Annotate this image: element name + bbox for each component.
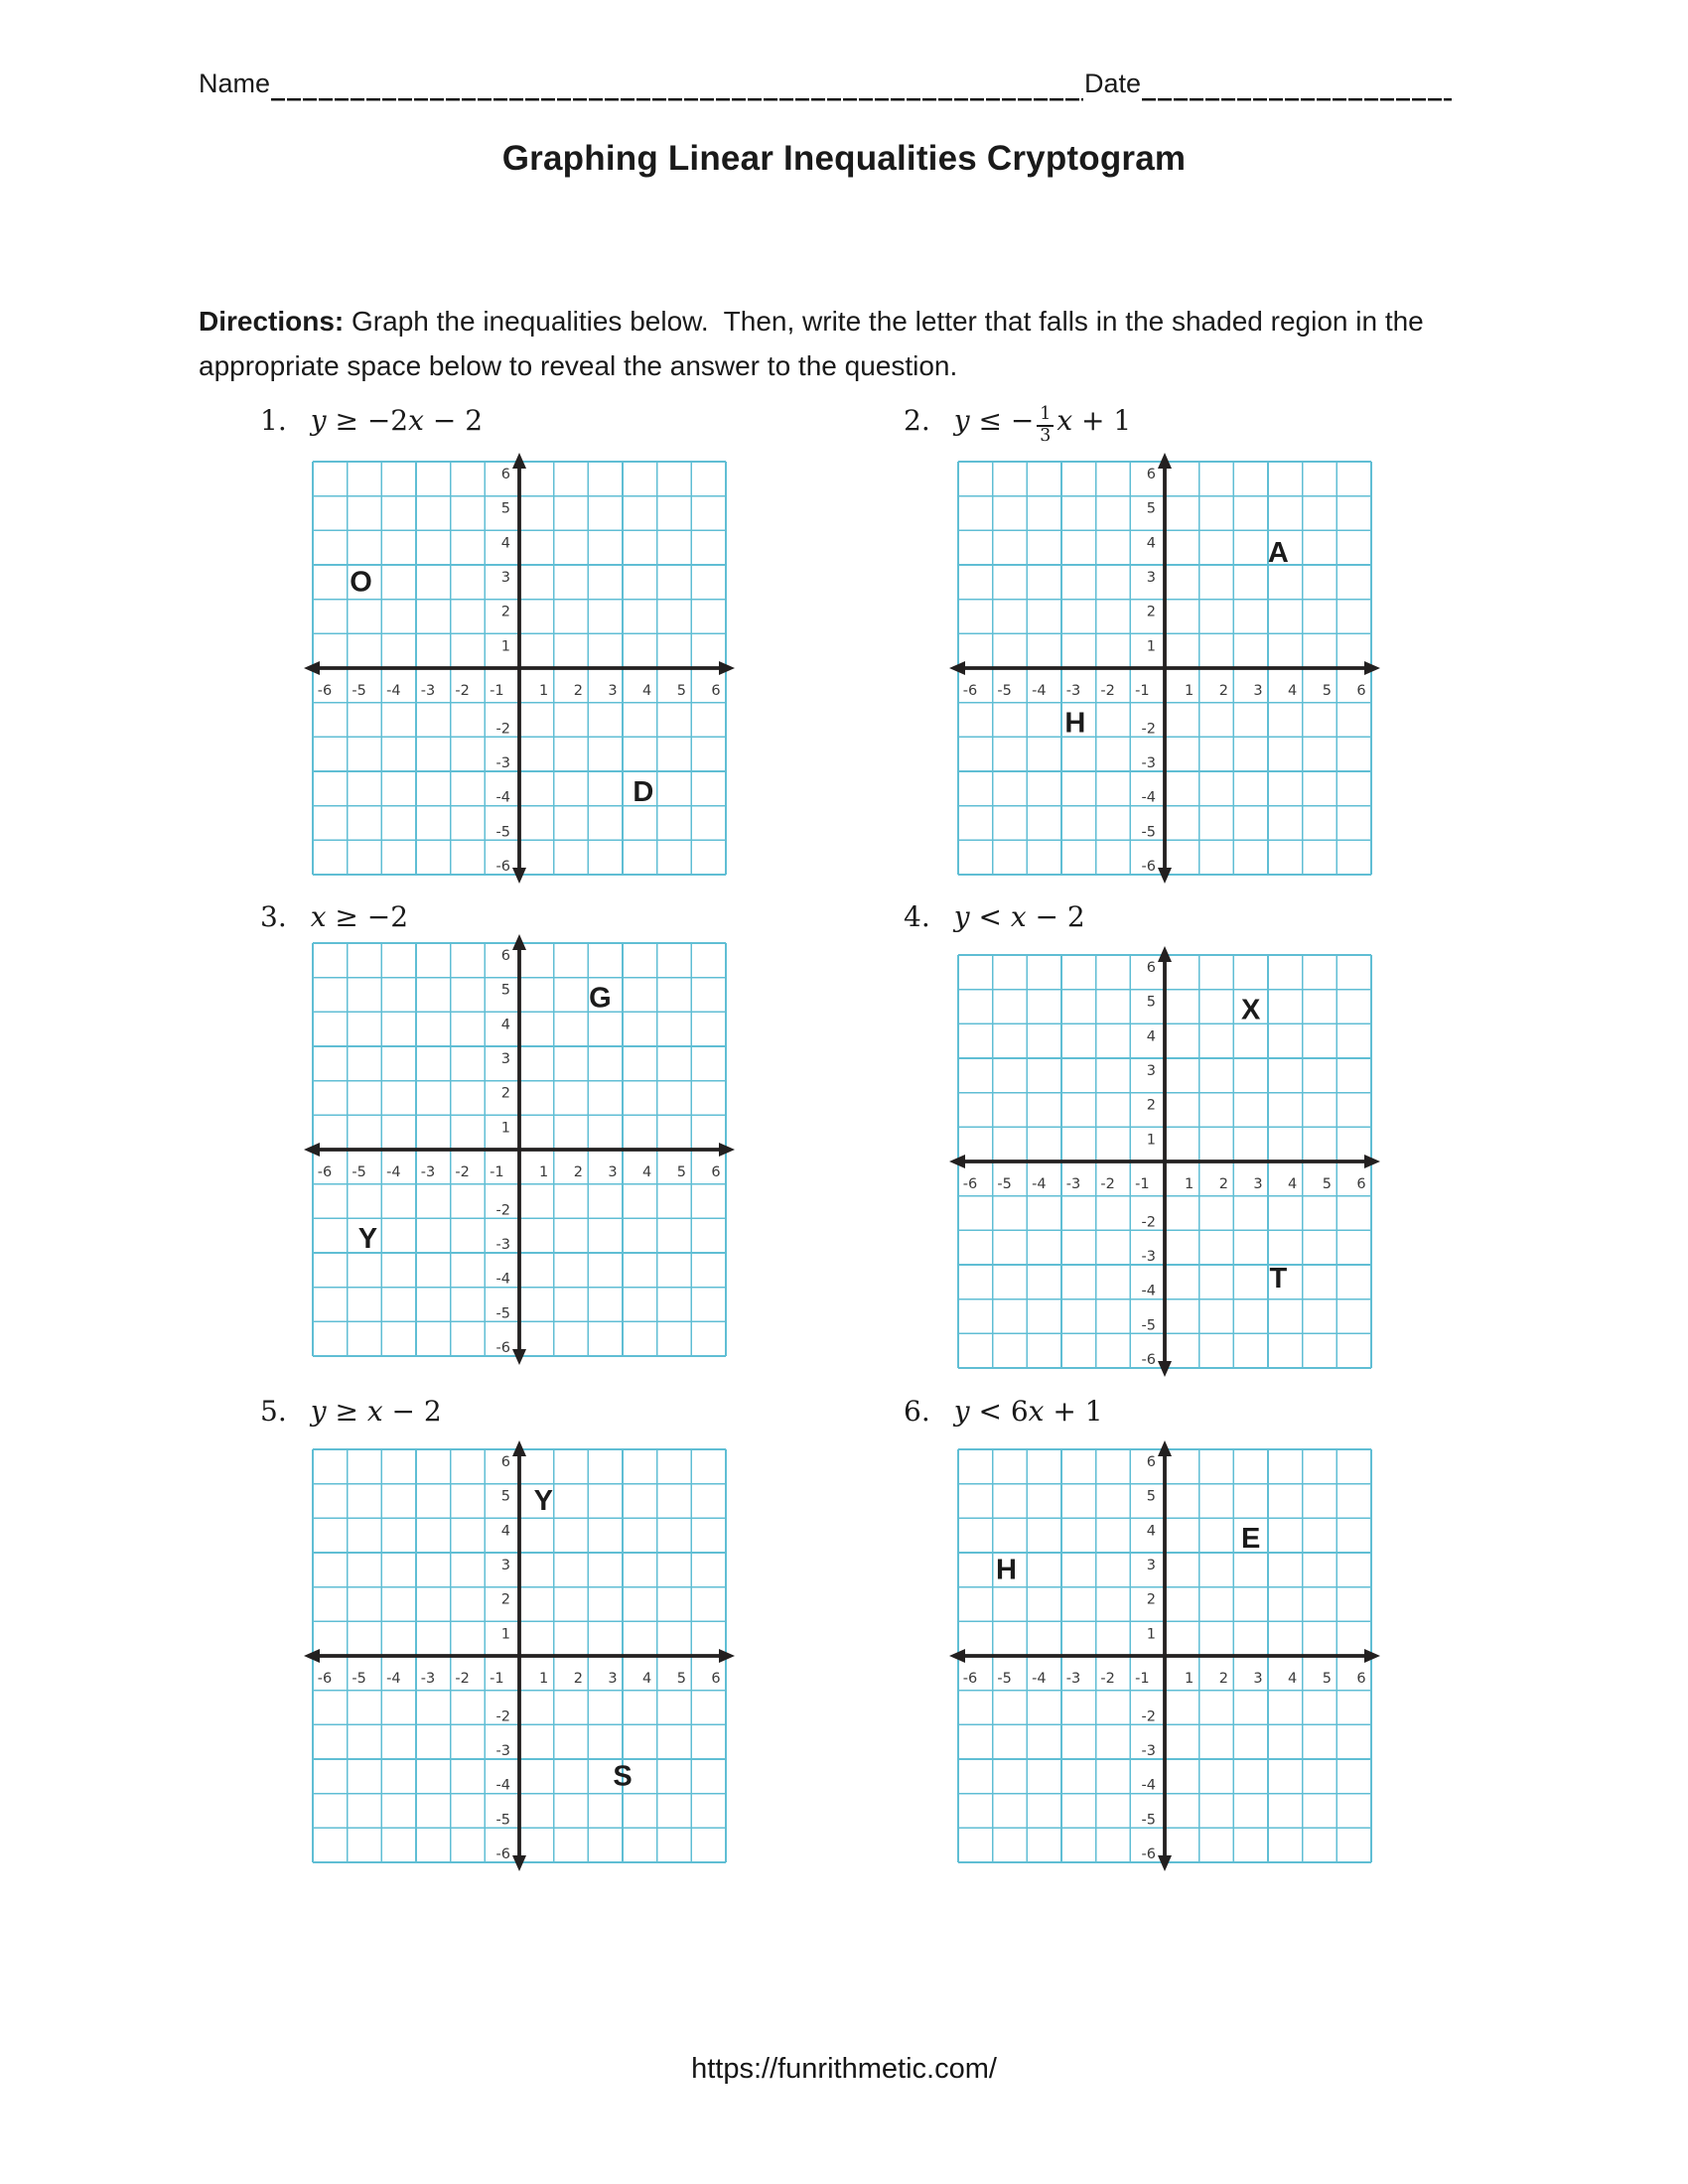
name-blank-line [271, 93, 1083, 101]
y-tick-label: -2 [1141, 1708, 1156, 1725]
x-tick-label: -6 [962, 683, 978, 699]
x-tick-label: 5 [1322, 1671, 1332, 1687]
y-tick-label: -3 [1141, 1743, 1156, 1759]
y-tick-label: -6 [495, 859, 510, 875]
y-tick-label: -3 [495, 1743, 510, 1759]
x-tick-label: -2 [455, 683, 470, 699]
y-tick-label: 3 [1146, 1063, 1156, 1079]
problem-1-inequality: y ≥ −2x − 2 [310, 404, 484, 437]
graph-letter-A: A [1267, 536, 1289, 569]
axes [304, 1440, 735, 1871]
y-tick-label: 1 [500, 1120, 510, 1137]
y-tick-label: -6 [495, 1846, 510, 1862]
y-tick-label: -6 [1141, 1846, 1156, 1862]
problem-3-graph [301, 931, 738, 1368]
problem-4-label [904, 899, 1085, 935]
y-tick-label: -4 [495, 1271, 510, 1288]
x-tick-label: 2 [573, 1164, 583, 1180]
y-tick-label: 6 [1146, 467, 1156, 482]
x-tick-label: -1 [1135, 1671, 1150, 1687]
y-tick-label: 5 [500, 500, 510, 517]
y-tick-label: -2 [495, 721, 510, 738]
x-tick-label: 4 [642, 683, 652, 699]
problem-4-graph [946, 943, 1383, 1380]
x-tick-label: 4 [1288, 683, 1298, 699]
page-title: Graphing Linear Inequalities Cryptogram [501, 139, 1187, 178]
problem-2-inequality: y ≤ − $\frac{1}{3}$ x + 1 [953, 403, 1132, 446]
x-tick-label: -5 [352, 683, 366, 699]
x-tick-label: -3 [420, 1164, 436, 1180]
x-tick-label: 5 [676, 1164, 686, 1180]
axes [949, 1440, 1380, 1871]
x-tick-label: 3 [1253, 1671, 1263, 1687]
x-tick-label: 4 [642, 1164, 652, 1180]
x-tick-label: 1 [539, 683, 549, 699]
problem-6-inequality: y < 6x + 1 [953, 1395, 1103, 1428]
y-tick-label: -3 [495, 1237, 510, 1253]
x-tick-label: -6 [317, 683, 333, 699]
x-tick-label: 5 [676, 683, 686, 699]
y-tick-label: -5 [495, 824, 510, 841]
y-tick-label: -4 [1141, 789, 1156, 806]
y-tick-label: 3 [1146, 1558, 1156, 1573]
x-tick-label: 6 [711, 1164, 721, 1180]
graph-letter-E: E [1240, 1523, 1261, 1556]
graph-letter-H: H [996, 1554, 1018, 1586]
problem-5-graph [301, 1437, 738, 1874]
x-tick-label: -2 [1100, 1671, 1115, 1687]
x-tick-label: -3 [1065, 1176, 1081, 1192]
y-tick-label: -3 [495, 755, 510, 771]
x-tick-label: -4 [386, 1671, 401, 1687]
x-tick-label: 3 [608, 683, 618, 699]
problem-6-graph [946, 1437, 1383, 1874]
axes [949, 946, 1380, 1377]
y-tick-label: 2 [1146, 1097, 1156, 1114]
y-tick-label: 1 [1146, 1626, 1156, 1643]
x-tick-label: -3 [420, 683, 436, 699]
x-tick-label: -1 [490, 683, 504, 699]
x-tick-label: 1 [1185, 1176, 1195, 1192]
date-blank-line [1142, 93, 1452, 101]
x-tick-label: -1 [1135, 683, 1150, 699]
y-tick-label: -5 [1141, 1812, 1156, 1829]
y-tick-label: 1 [1146, 1132, 1156, 1149]
x-tick-label: 4 [1288, 1176, 1298, 1192]
y-tick-label: -3 [1141, 755, 1156, 771]
y-tick-label: 2 [1146, 1591, 1156, 1608]
y-tick-label: -6 [495, 1340, 510, 1356]
x-tick-label: 5 [1322, 683, 1332, 699]
problem-4-inequality: y < x − 2 [953, 900, 1085, 933]
problem-1-graph [301, 450, 738, 887]
x-tick-label: 3 [608, 1164, 618, 1180]
y-tick-label: -5 [495, 1812, 510, 1829]
x-tick-label: 2 [573, 683, 583, 699]
y-tick-label: -2 [1141, 721, 1156, 738]
problem-4-number: 4. [904, 900, 930, 933]
graph-letter-G: G [589, 982, 612, 1015]
problem-3-number: 3. [260, 900, 287, 933]
x-tick-label: -3 [1065, 1671, 1081, 1687]
x-tick-label: -4 [1032, 1671, 1047, 1687]
y-tick-label: 2 [500, 1591, 510, 1608]
problem-6-label [904, 1394, 1103, 1430]
y-tick-label: 4 [1146, 1028, 1156, 1045]
problem-1-number: 1. [260, 404, 287, 437]
x-tick-label: -2 [455, 1671, 470, 1687]
y-tick-label: 1 [1146, 638, 1156, 655]
x-tick-label: 2 [573, 1671, 583, 1687]
x-tick-label: -1 [490, 1671, 504, 1687]
y-tick-label: -4 [495, 789, 510, 806]
problem-2-graph [946, 450, 1383, 887]
directions [199, 300, 1479, 389]
x-tick-label: 6 [1356, 1176, 1366, 1192]
y-tick-label: 3 [1146, 570, 1156, 586]
date-label: Date [1083, 68, 1141, 98]
x-tick-label: 4 [642, 1671, 652, 1687]
y-tick-label: 6 [500, 1454, 510, 1470]
x-tick-label: 1 [539, 1164, 549, 1180]
x-tick-label: 1 [539, 1671, 549, 1687]
x-tick-label: 3 [1253, 1176, 1263, 1192]
problem-5-label [260, 1394, 442, 1430]
x-tick-label: -1 [490, 1164, 504, 1180]
graph-letter-D: D [633, 775, 654, 808]
x-tick-label: -4 [386, 1164, 401, 1180]
x-tick-label: 1 [1185, 683, 1195, 699]
x-tick-label: 3 [1253, 683, 1263, 699]
x-tick-label: -3 [420, 1671, 436, 1687]
x-tick-label: -6 [962, 1176, 978, 1192]
footer-url: https://funrithmetic.com/ [691, 2053, 997, 2085]
y-tick-label: 6 [500, 467, 510, 482]
y-tick-label: -2 [1141, 1214, 1156, 1231]
y-tick-label: 6 [500, 948, 510, 964]
y-tick-label: -4 [1141, 1283, 1156, 1299]
y-tick-label: -6 [1141, 1352, 1156, 1368]
y-tick-label: -6 [1141, 859, 1156, 875]
x-tick-label: 1 [1185, 1671, 1195, 1687]
y-tick-label: 5 [1146, 500, 1156, 517]
graph-letter-Y: Y [533, 1485, 553, 1517]
graph-letter-H: H [1064, 707, 1086, 740]
y-tick-label: 6 [1146, 960, 1156, 976]
x-tick-label: 4 [1288, 1671, 1298, 1687]
x-tick-label: -5 [352, 1671, 366, 1687]
y-tick-label: -2 [495, 1202, 510, 1219]
y-tick-label: 4 [500, 535, 510, 552]
graph-letter-S: S [613, 1760, 633, 1793]
x-tick-label: 6 [1356, 683, 1366, 699]
x-tick-label: -4 [1032, 683, 1047, 699]
y-tick-label: -3 [1141, 1249, 1156, 1265]
problem-3-label [260, 899, 408, 935]
directions-label: Directions: [199, 306, 345, 337]
y-tick-label: 1 [500, 638, 510, 655]
axes [949, 453, 1380, 884]
x-tick-label: -5 [997, 1176, 1012, 1192]
y-tick-label: -5 [1141, 824, 1156, 841]
graph-letter-O: O [350, 566, 372, 599]
x-tick-label: 5 [676, 1671, 686, 1687]
y-tick-label: -2 [495, 1708, 510, 1725]
x-tick-label: -6 [962, 1671, 978, 1687]
y-tick-label: 5 [1146, 994, 1156, 1011]
graph-letter-T: T [1269, 1262, 1288, 1295]
graph-letter-X: X [1240, 994, 1261, 1026]
header [199, 68, 1452, 101]
problem-2-number: 2. [904, 404, 930, 437]
x-tick-label: 5 [1322, 1176, 1332, 1192]
y-tick-label: 2 [500, 604, 510, 620]
y-tick-label: 4 [500, 1017, 510, 1033]
graph-letter-Y: Y [357, 1223, 378, 1256]
y-tick-label: 5 [1146, 1488, 1156, 1505]
x-tick-label: 3 [608, 1671, 618, 1687]
directions-text: Graph the inequalities below. Then, write the letter that falls in the shaded region in the appropriate space below to reveal the answer to the question. [199, 306, 1424, 381]
x-tick-label: -4 [386, 683, 401, 699]
y-tick-label: 6 [1146, 1454, 1156, 1470]
x-tick-label: -5 [997, 1671, 1012, 1687]
x-tick-label: 2 [1218, 683, 1228, 699]
x-tick-label: -4 [1032, 1176, 1047, 1192]
x-tick-label: -3 [1065, 683, 1081, 699]
fraction: $\frac{1}{3}$ [1037, 405, 1054, 447]
y-tick-label: 4 [1146, 1523, 1156, 1540]
x-tick-label: -5 [997, 683, 1012, 699]
y-tick-label: 4 [500, 1523, 510, 1540]
y-tick-label: -4 [1141, 1777, 1156, 1794]
y-tick-label: 3 [500, 570, 510, 586]
y-tick-label: 2 [500, 1085, 510, 1102]
y-tick-label: 4 [1146, 535, 1156, 552]
y-tick-label: -4 [495, 1777, 510, 1794]
x-tick-label: 2 [1218, 1176, 1228, 1192]
axes [304, 934, 735, 1365]
x-tick-label: 2 [1218, 1671, 1228, 1687]
x-tick-label: -6 [317, 1164, 333, 1180]
x-tick-label: 6 [711, 683, 721, 699]
x-tick-label: -2 [455, 1164, 470, 1180]
y-tick-label: 2 [1146, 604, 1156, 620]
y-tick-label: 5 [500, 1488, 510, 1505]
problem-3-inequality: x ≥ −2 [310, 900, 409, 933]
problem-1-label [260, 403, 483, 439]
x-tick-label: -2 [1100, 683, 1115, 699]
x-tick-label: 6 [711, 1671, 721, 1687]
y-tick-label: -5 [495, 1305, 510, 1322]
problem-6-number: 6. [904, 1395, 930, 1428]
x-tick-label: -6 [317, 1671, 333, 1687]
axes [304, 453, 735, 884]
problem-5-number: 5. [260, 1395, 287, 1428]
y-tick-label: 3 [500, 1558, 510, 1573]
y-tick-label: 3 [500, 1051, 510, 1067]
y-tick-label: -5 [1141, 1317, 1156, 1334]
x-tick-label: -2 [1100, 1176, 1115, 1192]
y-tick-label: 5 [500, 982, 510, 999]
x-tick-label: -1 [1135, 1176, 1150, 1192]
y-tick-label: 1 [500, 1626, 510, 1643]
problem-2-label [904, 403, 1131, 447]
x-tick-label: -5 [352, 1164, 366, 1180]
name-label: Name [199, 68, 271, 98]
problem-5-inequality: y ≥ x − 2 [310, 1395, 442, 1428]
x-tick-label: 6 [1356, 1671, 1366, 1687]
